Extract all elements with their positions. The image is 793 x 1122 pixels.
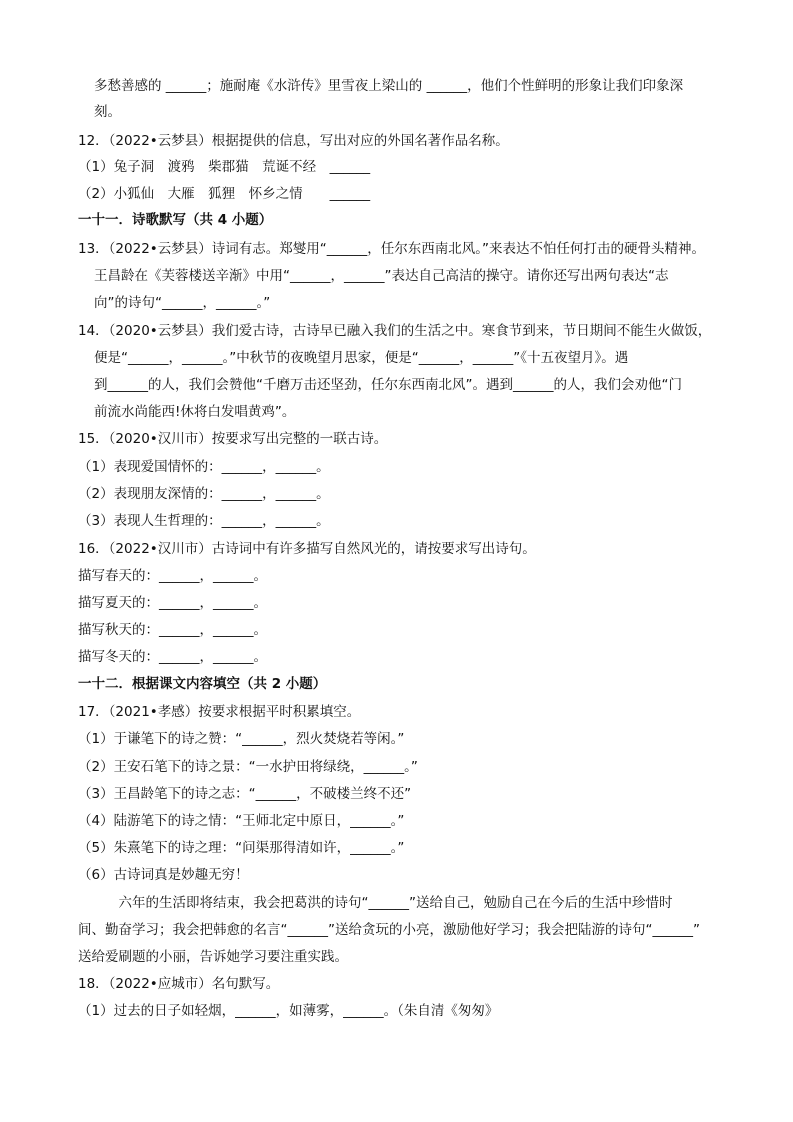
section-heading-11: 一十一．诗歌默写（共 4 小题）	[78, 212, 273, 228]
line-32: 间、勤奋学习；我会把韩愈的名言“______”送给贪玩的小亮，激励他好学习；我会把陆游的诗句“______”	[78, 922, 700, 938]
line-12: 到______的人，我们会赞他“千磨万击还坚劲，任尔东西南北风”。遇到______的人，我们会劝他“门	[94, 377, 682, 393]
line-08: 王昌龄在《芙蓉楼送辛渐》中用“______，______”表达自己高洁的操守。请你还写出两句表达“志	[94, 268, 669, 284]
line-19: 描写春天的：______，______。	[78, 568, 267, 584]
line-25: （1）于谦笔下的诗之赞：“______，烈火焚烧若等闲。”	[78, 731, 405, 747]
line-26: （2）王安石笔下的诗之景：“一水护田将绿绕，______。”	[78, 759, 418, 775]
line-27: （3）王昌龄笔下的诗之志：“______，不破楼兰终不还”	[78, 786, 412, 802]
line-30: （6）古诗词真是妙趣无穷！	[78, 867, 249, 883]
question-16: 16．（2022•汉川市）古诗词中有许多描写自然风光的，请按要求写出诗句。	[78, 541, 536, 557]
line-05: （2）小狐仙 大雁 狐狸 怀乡之情 ______	[78, 186, 371, 202]
line-20: 描写夏天的：______，______。	[78, 595, 267, 611]
line-09: 向”的诗句“______，______。”	[94, 295, 271, 311]
question-18: 18．（2022•应城市）名句默写。	[78, 976, 280, 992]
line-31: 六年的生活即将结束，我会把葛洪的诗句“______”送给自己，勉励自己在今后的生活中珍惜时	[78, 895, 673, 911]
line-33: 送给爱刷题的小丽，告诉她学习要注重实践。	[78, 949, 348, 965]
line-35: （1）过去的日子如轻烟，______，如薄雾，______。（朱自清《匆匆》	[78, 1003, 499, 1019]
question-17: 17．（2021•孝感）按要求根据平时积累填空。	[78, 704, 361, 720]
question-12: 12．（2022•云梦县）根据提供的信息，写出对应的外国名著作品名称。	[78, 133, 509, 149]
line-22: 描写冬天的：______，______。	[78, 649, 267, 665]
line-01: 多愁善感的 ______；施耐庵《水浒传》里雪夜上梁山的 ______，他们个性鲜明的形象让我们印象深	[94, 78, 684, 94]
line-28: （4）陆游笔下的诗之情：“王师北定中原日，______。”	[78, 813, 405, 829]
line-04: （1）兔子洞 渡鸦 柴郡猫 荒诞不经 ______	[78, 159, 371, 175]
question-14: 14．（2020•云梦县）我们爱古诗，古诗早已融入我们的生活之中。寒食节到来，节日期间不能生火做饭，	[78, 323, 712, 339]
question-15: 15．（2020•汉川市）按要求写出完整的一联古诗。	[78, 431, 388, 447]
line-16: （2）表现朋友深情的：______，______。	[78, 486, 330, 502]
line-17: （3）表现人生哲理的：______，______。	[78, 513, 330, 529]
line-02: 刻。	[94, 104, 121, 120]
line-13: 前流水尚能西!休将白发唱黄鸡”。	[94, 404, 296, 420]
line-29: （5）朱熹笔下的诗之理：“问渠那得清如许，______。”	[78, 840, 405, 856]
line-11: 便是“______，______。”中秋节的夜晚望月思家，便是“______，______”《十五夜望月》。遇	[94, 350, 629, 366]
line-15: （1）表现爱国情怀的：______，______。	[78, 459, 330, 475]
section-heading-12: 一十二．根据课文内容填空（共 2 小题）	[78, 676, 327, 692]
line-21: 描写秋天的：______，______。	[78, 622, 267, 638]
question-13: 13．（2022•云梦县）诗词有志。郑燮用“______，任尔东西南北风。”来表达不怕任何打击的硬骨头精神。	[78, 241, 705, 257]
